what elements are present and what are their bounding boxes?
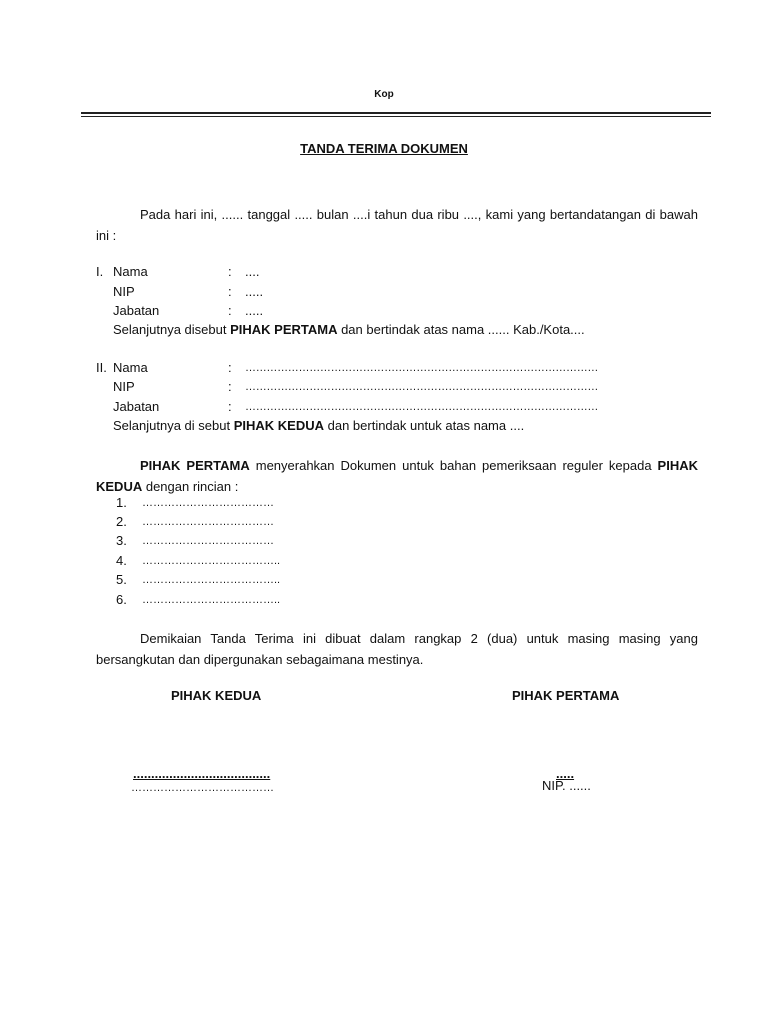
closing-paragraph	[96, 628, 698, 670]
item-value: ………………………………	[142, 516, 274, 528]
party2-note-bold: PIHAK KEDUA	[233, 418, 324, 433]
party1-nip-value: .....	[245, 284, 264, 299]
party1-nip-colon: :	[228, 284, 232, 299]
item-number: 5.	[116, 572, 127, 587]
party2-nama-value: ………………………………………………………………………………………	[245, 362, 599, 374]
party1-nama-label: Nama	[113, 264, 148, 279]
signature-right-nip: NIP. ......	[542, 778, 591, 793]
item-value: ………………………………..	[142, 594, 281, 606]
handover-paragraph	[96, 455, 698, 497]
party1-jabatan-colon: :	[228, 303, 232, 318]
party1-note-bold: PIHAK PERTAMA	[230, 322, 338, 337]
party2-nip-value: ………………………………………………………………………………………	[245, 381, 599, 393]
party1-number: I.	[96, 264, 104, 279]
item-number: 1.	[116, 495, 127, 510]
party2-nip-label: NIP	[113, 379, 135, 394]
item-value: ………………………………	[142, 535, 274, 547]
item-number: 2.	[116, 514, 127, 529]
signature-left-nip-line: …………………………………	[131, 782, 274, 794]
signature-left-name-line: ......................................	[133, 766, 271, 781]
handover-bold-pihak-kedua: PIHAK KEDUA	[96, 458, 698, 494]
header-rule-thick	[81, 112, 711, 114]
party2-note-pre: Selanjutnya di sebut	[113, 418, 234, 433]
item-value: ………………………………..	[142, 574, 281, 586]
handover-text-1: menyerahkan Dokumen untuk bahan pemeriksaan reguler kepada	[249, 458, 658, 473]
party1-note-pre: Selanjutnya disebut	[113, 322, 231, 337]
party2-jabatan-label: Jabatan	[113, 399, 160, 414]
party2-note-post: dan bertindak untuk atas nama ....	[324, 418, 525, 433]
intro-text: Pada hari ini, ...... tanggal ..... bulan ....i tahun dua ribu ...., kami yang bertandatangan di bawah ini :	[96, 207, 698, 243]
party2-nama-colon: :	[228, 360, 232, 375]
handover-bold-pihak-pertama: PIHAK PERTAMA	[140, 458, 250, 473]
party1-nama-value: ....	[245, 264, 260, 279]
header-rule-thin	[81, 116, 711, 117]
item-number: 6.	[116, 592, 127, 607]
party1-note	[113, 322, 585, 338]
signature-right-name-line: .....	[556, 766, 575, 781]
closing-text: Demikaian Tanda Terima ini dibuat dalam rangkap 2 (dua) untuk masing masing yang bersangkutan dan dipergunakan sebagaimana mestinya.	[96, 631, 698, 667]
signature-left-heading: PIHAK KEDUA	[171, 688, 262, 703]
party2-jabatan-colon: :	[228, 399, 232, 414]
party1-nip-label: NIP	[113, 284, 135, 299]
party2-nama-label: Nama	[113, 360, 148, 375]
party2-number: II.	[96, 360, 107, 375]
party2-note	[113, 418, 524, 434]
handover-text-2: dengan rincian :	[142, 479, 239, 494]
item-value: ………………………………..	[142, 555, 281, 567]
party2-jabatan-value: ………………………………………………………………………………………	[245, 401, 599, 413]
party1-jabatan-label: Jabatan	[113, 303, 160, 318]
signature-right-heading: PIHAK PERTAMA	[512, 688, 620, 703]
letterhead-kop: Kop	[374, 89, 394, 100]
item-number: 4.	[116, 553, 127, 568]
intro-paragraph	[96, 204, 698, 246]
party1-nama-colon: :	[228, 264, 232, 279]
item-value: ………………………………	[142, 497, 274, 509]
document-title: TANDA TERIMA DOKUMEN	[300, 141, 468, 156]
item-number: 3.	[116, 533, 127, 548]
party1-note-post: dan bertindak atas nama ...... Kab./Kota....	[337, 322, 585, 337]
party1-jabatan-value: .....	[245, 303, 264, 318]
party2-nip-colon: :	[228, 379, 232, 394]
